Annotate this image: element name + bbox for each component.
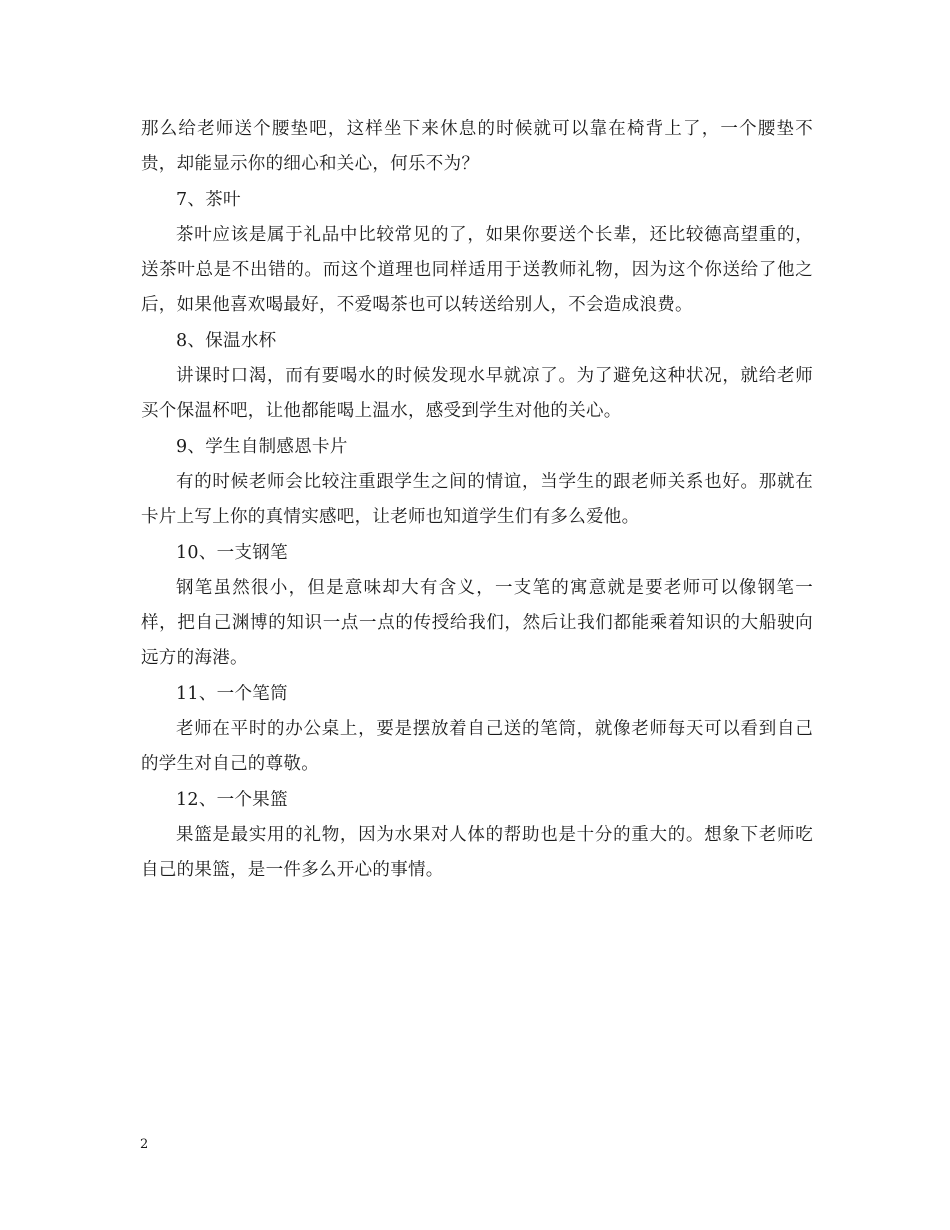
- heading-fruit-basket: 12、一个果篮: [176, 789, 288, 810]
- heading-tea: 7、茶叶: [176, 189, 241, 210]
- paragraph-thank-you-card: 有的时候老师会比较注重跟学生之间的情谊，当学生的跟老师关系也好。那就在卡片上写上你的真情实感吧，让老师也知道学生们有多么爱他。: [141, 471, 813, 528]
- paragraph-lumbar-cushion: 那么给老师送个腰垫吧，这样坐下来休息的时候就可以靠在椅背上了，一个腰垫不贵，却能显示你的细心和关心，何乐不为？: [141, 119, 813, 175]
- paragraph-thermos-cup: 讲课时口渴，而有要喝水的时候发现水早就凉了。为了避免这种状况，就给老师买个保温杯吧，让他都能喝上温水，感受到学生对他的关心。: [141, 366, 813, 422]
- paragraph-fountain-pen: 钢笔虽然很小，但是意味却大有含义，一支笔的寓意就是要老师可以像钢笔一样，把自己渊博的知识一点一点的传授给我们，然后让我们都能乘着知识的大船驶向远方的海港。: [141, 577, 813, 669]
- paragraph-fruit-basket: 果篮是最实用的礼物，因为水果对人体的帮助也是十分的重大的。想象下老师吃自己的果篮，是一件多么开心的事情。: [141, 824, 813, 881]
- page-number: 2: [140, 1137, 149, 1152]
- heading-thermos-cup: 8、保温水杯: [176, 330, 277, 351]
- heading-thank-you-card: 9、学生自制感恩卡片: [176, 436, 348, 457]
- paragraph-tea: 茶叶应该是属于礼品中比较常见的了，如果你要送个长辈，还比较德高望重的，送茶叶总是不出错的。而这个道理也同样适用于送教师礼物，因为这个你送给了他之后，如果他喜欢喝最好，不爱喝茶也可以转送给别人，不会造成浪费。: [141, 224, 813, 316]
- heading-fountain-pen: 10、一支钢笔: [176, 542, 288, 563]
- heading-pen-holder: 11、一个笔筒: [176, 683, 288, 704]
- document-body: [141, 112, 813, 889]
- paragraph-pen-holder: 老师在平时的办公桌上，要是摆放着自己送的笔筒，就像老师每天可以看到自己的学生对自己的尊敬。: [141, 719, 813, 775]
